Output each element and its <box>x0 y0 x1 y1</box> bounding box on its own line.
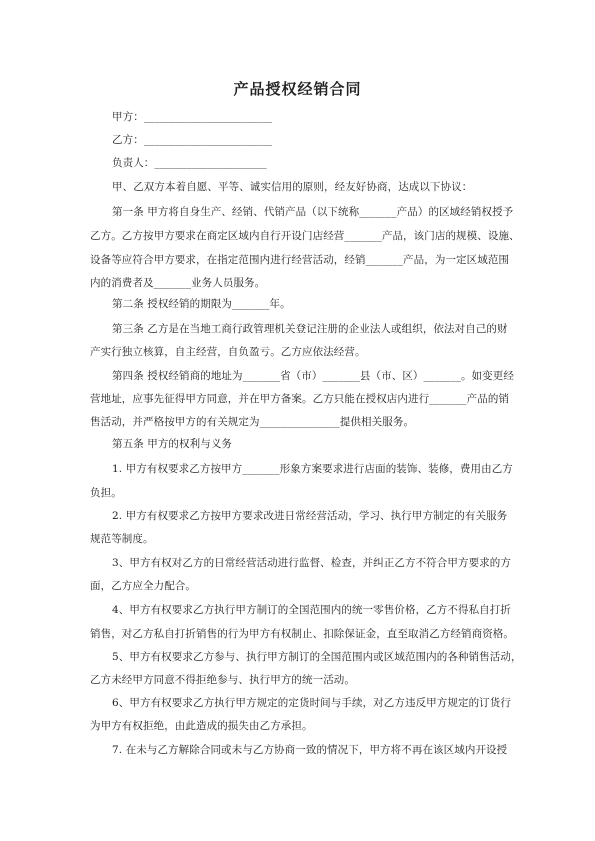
item-4-line-2: 销售，对乙方私自打折销售的行为甲方有权制止、扣除保证金，直至取消乙方经销商资格。 <box>90 628 514 640</box>
article-1-line-1: 第一条 甲方将自身生产、经销、代销产品（以下统称_______产品）的区域经销权授予 <box>112 206 514 218</box>
item-3-line-1: 3、甲方有权对乙方的日常经营活动进行监督、检查，并纠正乙方不符合甲方要求的方 <box>112 557 511 569</box>
item-4-line-1: 4、甲方有权要求乙方执行甲方制订的全国范围内的统一零售价格，乙方不得私自打折 <box>112 604 511 616</box>
item-5-line-1: 5、甲方有权要求乙方参与、执行甲方制订的全国范围内或区域范围内的各种销售活动， <box>112 651 522 663</box>
item-6-line-1: 6、甲方有权要求乙方执行甲方规定的定货时间与手续，对乙方违反甲方规定的订货行 <box>112 697 511 709</box>
responsible-person-blank: _____________________ <box>154 157 267 169</box>
responsible-person-label: 负责人： <box>112 157 155 169</box>
article-3-line-1: 第三条 乙方是在当地工商行政管理机关登记注册的企业法人或组织，依法对自己的财 <box>112 323 508 335</box>
intro-paragraph: 甲、乙双方本着自愿、平等、诚实信用的原则，经友好协商，达成以下协议： <box>112 181 473 193</box>
document-title: 产品授权经销合同 <box>233 80 362 98</box>
party-a-line <box>112 111 532 123</box>
article-1-line-4: 内的消费者及_______业务人员服务。 <box>90 277 266 289</box>
item-3-line-2: 面，乙方应全力配合。 <box>90 580 196 592</box>
article-4-line-3: 售活动，并严格按甲方的有关规定为_______________提供相关服务。 <box>90 416 415 428</box>
party-b-label: 乙方： <box>112 134 144 146</box>
item-1-line-2: 负担。 <box>90 487 122 499</box>
article-4-line-2: 营地址，应事先征得甲方同意，并在甲方备案。乙方只能在授权店内进行_______产品的销 <box>90 393 510 405</box>
party-b-line <box>112 134 532 146</box>
article-1-line-2: 乙方。乙方按甲方要求在商定区域内自行开设门店经营_______产品，该门店的规模、设施、 <box>90 230 520 242</box>
item-1-line-1: 1. 甲方有权要求乙方按甲方_______形象方案要求进行店面的装饰、装修，费用由乙方 <box>112 463 513 475</box>
party-b-blank: ________________________ <box>143 134 273 146</box>
party-a-label: 甲方： <box>112 111 144 123</box>
item-6-line-2: 为甲方有权拒绝，由此造成的损失由乙方承担。 <box>90 720 313 732</box>
article-4-line-1: 第四条 授权经销商的地址为_______省（市）_______县（市、区）_______。如变更经 <box>112 370 514 382</box>
item-5-line-2: 乙方未经甲方同意不得拒绝参与、执行甲方的统一活动。 <box>90 674 355 686</box>
responsible-person-line <box>112 157 532 169</box>
party-a-blank: ________________________ <box>143 111 273 123</box>
article-5-heading: 第五条 甲方的权利与义务 <box>112 438 233 450</box>
article-3-line-2: 产实行独立核算，自主经营，自负盈亏。乙方应依法经营。 <box>90 346 366 358</box>
article-2: 第二条 授权经销的期限为_______年。 <box>112 298 291 310</box>
item-2-line-2: 规范等制度。 <box>90 533 154 545</box>
article-1-line-3: 设备等应符合甲方要求，在指定范围内进行经营活动，经销_______产品，为一定区域范围 <box>90 254 510 266</box>
item-7-line-1: 7. 在未与乙方解除合同或未与乙方协商一致的情况下，甲方将不再在该区域内开设授 <box>112 744 508 756</box>
item-2-line-1: 2. 甲方有权要求乙方按甲方要求改进日常经营活动，学习、执行甲方制定的有关服务 <box>112 510 508 522</box>
